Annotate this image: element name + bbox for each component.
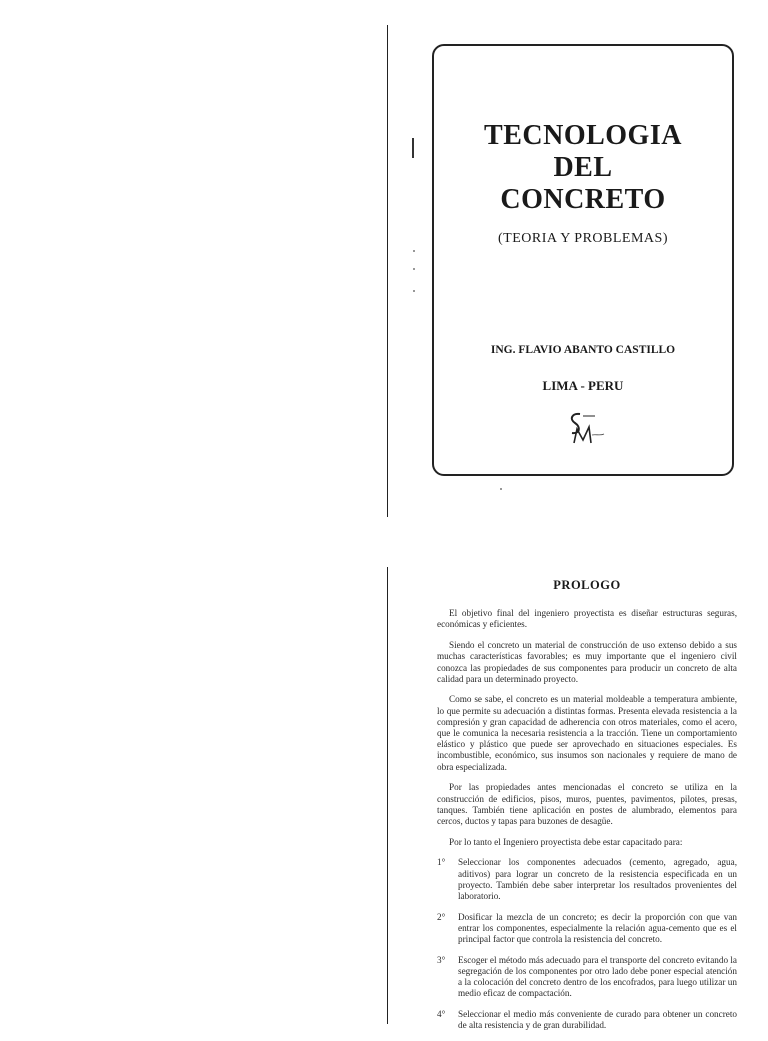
numbered-item (437, 1009, 737, 1031)
cover-title-line: CONCRETO (500, 184, 666, 215)
book-cover (432, 44, 734, 476)
item-text: Seleccionar el medio más conveniente de curado para obtener un concreto de alta resistencia y de gran durabilidad. (458, 1009, 737, 1031)
scan-speck (413, 268, 415, 270)
item-number: 2° (437, 911, 446, 922)
item-number: 1° (437, 857, 446, 868)
numbered-item (437, 912, 737, 946)
scan-speck (413, 290, 415, 292)
page-gutter-line-bottom (387, 567, 388, 1024)
cover-author: ING. FLAVIO ABANTO CASTILLO (490, 344, 676, 356)
numbered-item (437, 955, 737, 1000)
scan-speck (500, 488, 502, 490)
item-text: Seleccionar los componentes adecuados (cemento, agregado, agua, aditivos) para lograr un concreto de la resistencia especificada en un proyecto. También debe saber interpretar los resultados provenientes del laboratorio. (458, 857, 737, 901)
scan-mark (412, 138, 414, 158)
prologo-paragraph: Por lo tanto el Ingeniero proyectista debe estar capacitado para: (449, 836, 683, 847)
prologo-paragraph: Siendo el concreto un material de construcción de uso extenso debido a sus muchas características favorables; es muy importante que el ingeniero civil conozca las propiedades de sus componentes para producir un concreto de alta calidad para un determinado proyecto. (437, 640, 737, 684)
prologo-heading: PROLOGO (553, 578, 621, 592)
prologo-paragraph: El objetivo final del ingeniero proyectista es diseñar estructuras seguras, económicas y eficientes. (437, 608, 737, 630)
publisher-logo-icon (564, 410, 606, 448)
prologo-paragraph: Por las propiedades antes mencionadas el concreto se utiliza en la construcción de edificios, pisos, muros, puentes, pavimentos, pilotes, presas, tanques. También tiene aplicación en postes de alumbrado, elementos para cercos, ductos y tapas para buzones de desagüe. (437, 782, 737, 826)
prologo-paragraph: Como se sabe, el concreto es un material moldeable a temperatura ambiente, lo que permite su adecuación a distintas formas. Presenta elevada resistencia a la compresión y gran capacidad de adherencia con otros materiales, como el acero, que le comunica la necesaria resistencia a la tracción. Tiene un comportamiento elástico y plástico que puede ser aprovechado en situaciones especiales. Es incombustible, económico, sus insumos son nacionales y requiere de mano de obra especializada. (437, 694, 737, 772)
cover-title-line: TECNOLOGIA (484, 120, 682, 151)
cover-subtitle: (TEORIA Y PROBLEMAS) (498, 231, 668, 246)
item-number: 3° (437, 954, 446, 965)
cover-title-line: DEL (553, 152, 613, 183)
cover-city: LIMA - PERU (542, 378, 624, 393)
prologo-page (437, 580, 737, 1041)
item-text: Dosificar la mezcla de un concreto; es decir la proporción con que van entrar los componentes, especialmente la relación agua-cemento que es el principal factor que controla la resistencia del concreto. (458, 911, 737, 945)
item-text: Escoger el método más adecuado para el transporte del concreto evitando la segregación de los componentes por otro lado debe poner especial atención a la colocación del concreto dentro de los encofrados, para luego utilizar un medio eficaz de compactación. (458, 954, 737, 999)
item-number: 4° (437, 1009, 446, 1020)
page-gutter-line-top (387, 25, 388, 517)
scan-speck (413, 250, 415, 252)
numbered-item (437, 857, 737, 902)
